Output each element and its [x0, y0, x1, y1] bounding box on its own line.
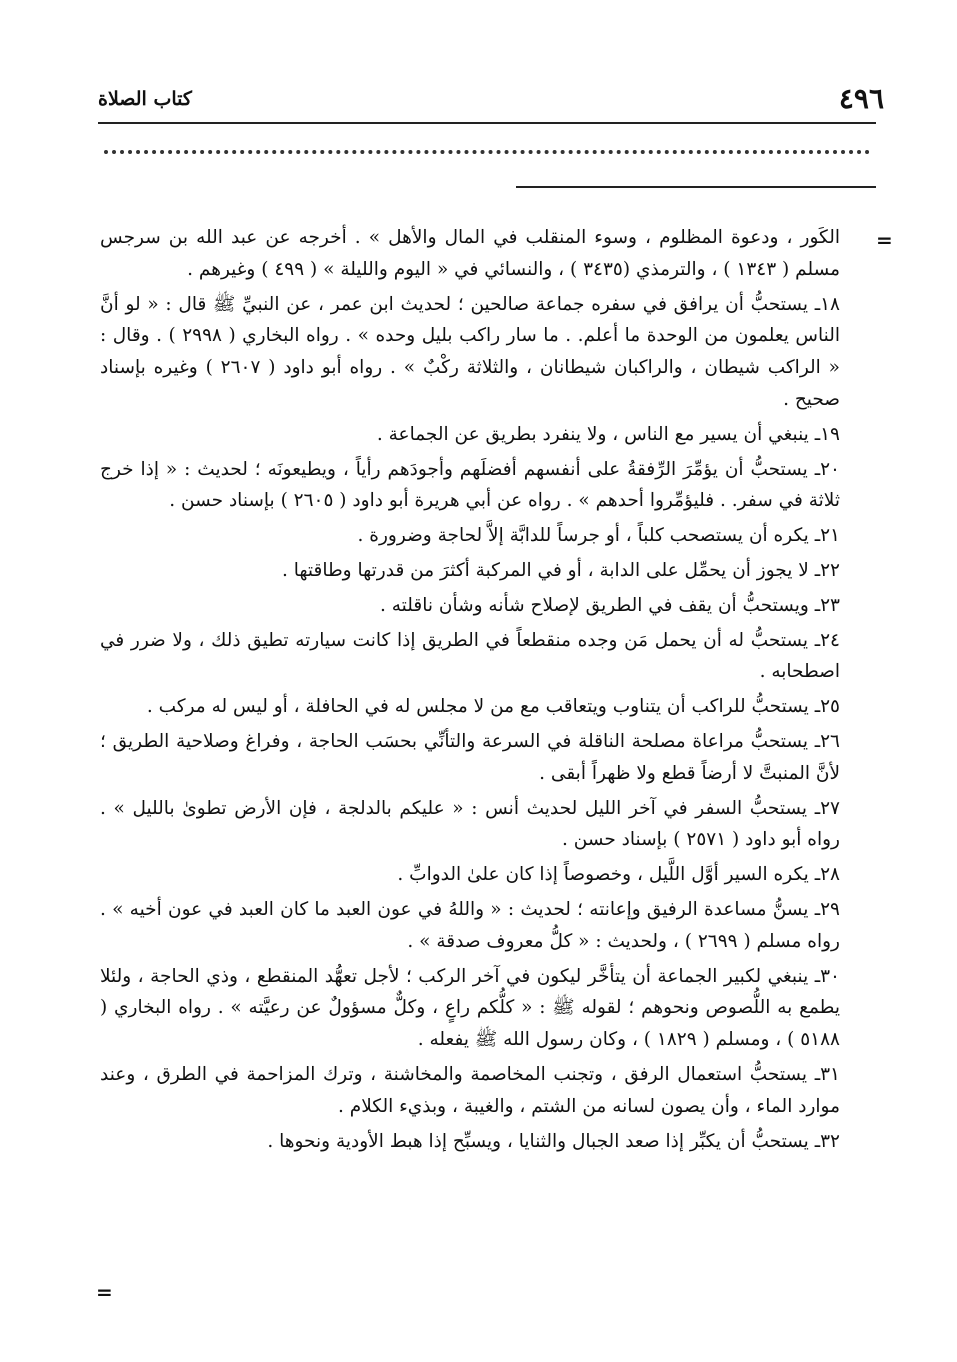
paragraph: ٣٠ـ ينبغي لكبير الجماعة أن يتأخَّر ليكون في آخر الركب ؛ لأجل تعهُّد المنقطع ، وذي الحاجة ، ولئلا يطمع به اللُّصوص ونحوهم ؛ لقوله ﷺ : « كلُّكم راعٍ ، وكلٌّ مسؤولٌ عن رعيَّته » . رواه البخاري ( ٥١٨٨ ) ، ومسلم ( ١٨٢٩ ) ، وكان رسول الله ﷺ يفعله .: [100, 965, 840, 1051]
paragraph: ٢٨ـ يكره السير أوَّل اللَّيل ، وخصوصاً إذا كان علىٰ الدوابِّ .: [397, 864, 840, 886]
paragraph: ٣١ـ يستحبُّ استعمال الرفق ، وتجنب المخاصمة والمخاشنة ، وترك المزاحمة في الطرق ، وعند موارد الماء ، وأن يصون لسانه من الشتم ، والغيبة ، وبذيء الكلام .: [100, 1063, 840, 1117]
paragraph: ٢٦ـ يستحبُّ مراعاة مصلحة الناقلة في السرعة والتأنِّي بحسَب الحاجة ، وفراغ وصلاحية الطريق ؛ لأنَّ المنبتَّ لا أرضاً قطع ولا ظهراً أبقى .: [100, 730, 840, 784]
paragraph: الكَور ، ودعوة المظلوم ، وسوء المنقلب في المال والأهل » . أخرجه عن عبد الله بن سرجس مسلم ( ١٣٤٣ ) ، والترمذي (٣٤٣٥ ) ، والنسائي في « اليوم والليلة » ( ٤٩٩ ) وغيرهم .: [100, 227, 840, 280]
paragraph: ١٨ـ يستحبُّ أن يرافق في سفره جماعة صالحين ؛ لحديث ابن عمر ، عن النبيِّ ﷺ قال : « لو أنَّ الناس يعلمون من الوحدة ما أعلم. . ما سار راكب بليل وحده » . رواه البخاري ( ٢٩٩٨ ) . وقال : « الراكب شيطان ، والراكبان شيطانان ، والثلاثة ركْبٌ » . رواه أبو داود ( ٢٦٠٧ ) وغيره بإسناد صحيح .: [100, 293, 840, 410]
body-text: [100, 222, 840, 1160]
header-rule: [98, 122, 876, 124]
paragraph: ٢٠ـ يستحبُّ أن يؤمِّرَ الرِّفقةُ على أنفسهم أفضلَهم وأجودَهم رأياً ، ويطيعونَه ؛ لحديث : « إذا خرج ثلاثة في سفر. . فليؤمِّروا أحدهم » . رواه عن أبي هريرة أبو داود ( ٢٦٠٥ ) بإسناد حسن .: [100, 458, 840, 512]
dotted-separator: [104, 150, 870, 154]
running-title: كتاب الصلاة: [98, 88, 192, 110]
paragraph: ٢٥ـ يستحبُّ للراكب أن يتناوب ويتعاقب مع من لا مجلس له في الحافلة ، أو ليس له مركب .: [146, 696, 840, 718]
paragraph: ٢٢ـ لا يجوز أن يحمِّل على الدابة ، أو في المركبة أكثرَ من قدرتها وطاقتها .: [281, 559, 840, 581]
paragraph: ٢١ـ يكره أن يستصحب كلباً ، أو جرساً للدابَّة إلاَّ لحاجة وضرورة .: [357, 525, 840, 547]
margin-mark-top: =: [876, 228, 893, 252]
footnote-separator: [516, 186, 876, 188]
paragraph: ٢٣ـ ويستحبُّ أن يقف في الطريق لإصلاح شأنه وشأن ناقلته .: [380, 594, 840, 616]
paragraph: ٣٢ـ يستحبُّ أن يكبِّر إذا صعد الجبال والثنايا ، ويسبِّح إذا هبط الأودية ونحوها .: [267, 1130, 840, 1152]
paragraph: ١٩ـ ينبغي أن يسير مع الناس ، ولا ينفرد بطريق عن الجماعة .: [376, 423, 840, 445]
page-number: ٤٩٦: [838, 82, 884, 115]
margin-mark-bottom: =: [96, 1280, 113, 1304]
paragraph: ٢٧ـ يستحبُّ السفر في آخر الليل لحديث أنس : « عليكم بالدلجة ، فإن الأرض تطوىٰ بالليل » . رواه أبو داود ( ٢٥٧١ ) بإسناد حسن .: [100, 797, 840, 851]
paragraph: ٢٤ـ يستحبُّ له أن يحمل مَن وجده منقطعاً في الطريق إذا كانت سيارته تطيق ذلك ، ولا ضرر في اصطحابه .: [100, 629, 840, 683]
paragraph: ٢٩ـ يسنُّ مساعدة الرفيق وإعانته ؛ لحديث : « واللهُ في عون العبد ما كان العبد في عون أخيه » . رواه مسلم ( ٢٦٩٩ ) ، ولحديث : « كلُّ معروف صدقة » .: [100, 898, 840, 952]
